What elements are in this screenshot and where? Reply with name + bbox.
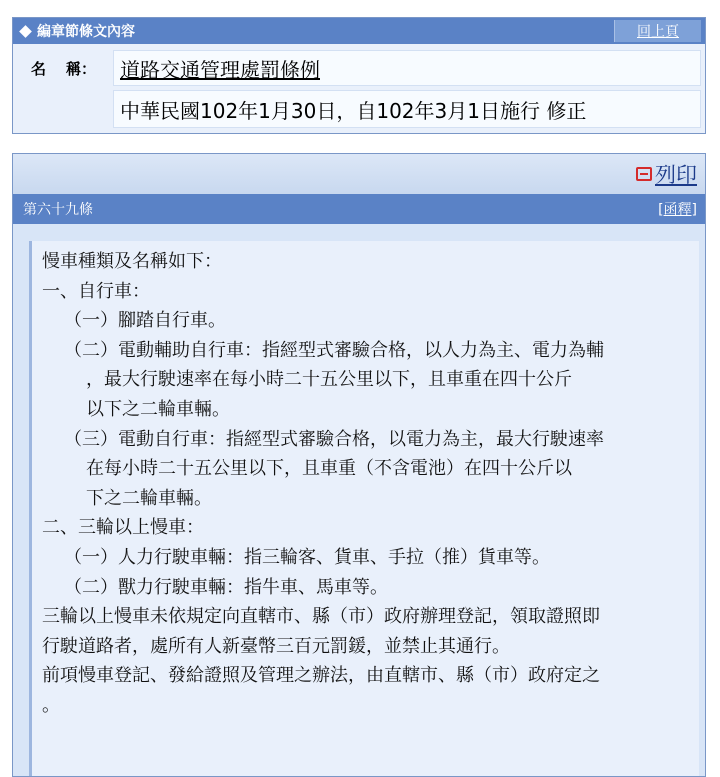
article-line: （三）電動自行車：指經型式審驗合格，以電力為主，最大行駛速率 <box>64 428 604 450</box>
article-line: （一）人力行駛車輛：指三輪客、貨車、手拉（推）貨車等。 <box>64 546 550 568</box>
article-line: 以下之二輪車輛。 <box>86 398 230 420</box>
back-link[interactable]: 回上頁 <box>614 20 701 42</box>
article-line: 慢車種類及名稱如下： <box>42 251 222 272</box>
article-panel <box>12 153 706 777</box>
print-label: 列印 <box>655 163 697 187</box>
panel-title-text: 編章節條文內容 <box>37 24 135 40</box>
amendment-row <box>13 90 705 128</box>
amendment-text: 中華民國102年1月30日，自102年3月1日施行 修正 <box>113 90 701 128</box>
panel-title <box>21 21 135 41</box>
article-header <box>13 194 705 224</box>
article-line: 前項慢車登記、發給證照及管理之辦法，由直轄市、縣（市）政府定之 <box>42 665 600 687</box>
article-line: 二、三輪以上慢車： <box>42 517 204 539</box>
article-line: 。 <box>42 694 60 716</box>
article-line: （二）獸力行駛車輛：指牛車、馬車等。 <box>64 576 388 598</box>
law-name-link[interactable]: 道路交通管理處罰條例 <box>113 50 701 86</box>
law-name-row <box>13 50 705 86</box>
article-line: ，最大行駛速率在每小時二十五公里以下，且車重在四十公斤 <box>86 369 572 391</box>
diamond-icon <box>19 25 32 38</box>
article-line: （二）電動輔助自行車：指經型式審驗合格，以人力為主、電力為輔 <box>64 339 604 361</box>
printer-icon <box>636 167 652 181</box>
article-body <box>29 241 699 776</box>
article-line: 在每小時二十五公里以下，且車重（不含電池）在四十公斤以 <box>86 458 572 480</box>
law-info-panel <box>12 17 706 134</box>
article-line: 一、自行車： <box>42 280 150 302</box>
law-name-label: 名 稱： <box>31 59 97 78</box>
print-button[interactable] <box>636 159 697 189</box>
print-toolbar <box>13 154 705 194</box>
panel-header <box>13 18 705 44</box>
article-line: 行駛道路者，處所有人新臺幣三百元罰鍰，並禁止其通行。 <box>42 635 510 657</box>
article-line: 三輪以上慢車未依規定向直轄市、縣（市）政府辦理登記，領取證照即 <box>42 606 600 628</box>
article-line: 下之二輪車輛。 <box>86 487 212 509</box>
article-line: （一）腳踏自行車。 <box>64 310 226 332</box>
article-title: 第六十九條 <box>23 202 93 218</box>
interpretation-link[interactable]: [函釋] <box>658 202 697 218</box>
